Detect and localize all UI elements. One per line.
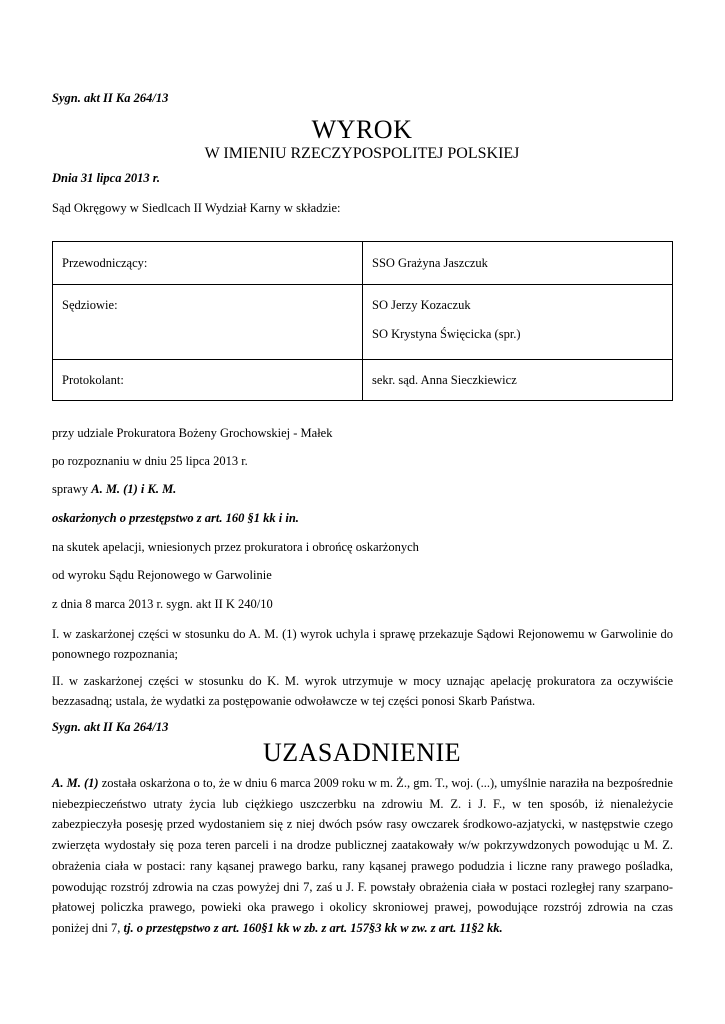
presiding-label: Przewodniczący: <box>53 242 363 285</box>
judge-1: SO Jerzy Kozaczuk <box>372 298 471 312</box>
hearing-line: po rozpoznaniu w dniu 25 lipca 2013 r. <box>52 454 248 468</box>
lower-court-line: od wyroku Sądu Rejonowego w Garwolinie <box>52 568 272 582</box>
legal-qualification: tj. o przestępstwo z art. 160§1 kk w zb. z art. 157§3 kk w zw. z art. 11§2 kk. <box>123 920 503 935</box>
presiding-row <box>53 242 673 285</box>
ruling-point-2: II. w zaskarżonej części w stosunku do K. M. wyrok utrzymuje w mocy uznając apelację prokuratora za oczywiście bezzasadną; ustala, że wydatki za postępowanie odwoławcze w tej części ponosi Skarb Państwa. <box>52 674 673 708</box>
clerk-value: sekr. sąd. Anna Sieczkiewicz <box>363 360 673 401</box>
charge-line: oskarżonych o przestępstwo z art. 160 §1 kk i in. <box>52 511 299 525</box>
judgment-date: Dnia 31 lipca 2013 r. <box>52 171 160 185</box>
judgment-title: WYROK <box>311 115 413 144</box>
appeal-line: na skutek apelacji, wniesionych przez prokuratora i obrońcę oskarżonych <box>52 540 419 554</box>
ruling-point-1: I. w zaskarżonej części w stosunku do A. M. (1) wyrok uchyla i sprawę przekazuje Sądowi Rejonowemu w Garwolinie do ponownego rozpoznania; <box>52 627 673 661</box>
prosecutor-line: przy udziale Prokuratora Bożeny Grochowskiej - Małek <box>52 426 333 440</box>
clerk-row <box>53 360 673 401</box>
case-parties: A. M. (1) i K. M. <box>91 482 177 496</box>
charge-description: została oskarżona o to, że w dniu 6 marca 2009 roku w m. Ż., gm. T., woj. (...), umyślnie naraziła na bezpośrednie niebezpieczeństwo utraty życia lub ciężkiego uszczerbku na zdrowiu M. Z. i J. F., w ten sposób, iż nienależycie zabezpieczyła posesję przed wydostaniem się z niej dwóch psów rasy owczarek środkowo-azjatycki, w następstwie czego zwierzęta wydostały się poza teren parceli i na drodze publicznej zaatakowały w/w pokrzywdzonych powodując u M. Z. obrażenia ciała w postaci: rany kąsanej prawego barku, rany kąsanej prawego podudzia i liczne rany prawego pośladka, powodując rozstrój zdrowia na czas powyżej dni 7, zaś u J. F. powstały obrażenia ciała w postaci rozległej rany szarpano-płatowej policzka prawego, powieki oka prawego i okolicy skroniowej prawej, powodujące rozstrój zdrowia na czas poniżej dni 7, <box>52 776 673 935</box>
clerk-label: Protokolant: <box>53 360 363 401</box>
case-line <box>52 482 672 497</box>
presiding-value: SSO Grażyna Jaszczuk <box>363 242 673 285</box>
justification-title: UZASADNIENIE <box>262 738 462 767</box>
judges-label: Sędziowie: <box>53 285 363 360</box>
judges-row <box>53 285 673 360</box>
judges-values <box>363 285 673 360</box>
lower-court-date-line: z dnia 8 marca 2013 r. sygn. akt II K 240/10 <box>52 597 273 611</box>
judgment-subtitle: W IMIENIU RZECZYPOSPOLITEJ POLSKIEJ <box>204 145 520 162</box>
case-prefix: sprawy <box>52 482 92 496</box>
judge-2: SO Krystyna Święcicka (spr.) <box>372 327 521 341</box>
case-signature-justification: Sygn. akt II Ka 264/13 <box>52 720 169 734</box>
court-composition-table <box>52 241 673 401</box>
justification-body <box>52 773 673 939</box>
case-signature-top: Sygn. akt II Ka 264/13 <box>52 91 169 105</box>
defendant-name: A. M. (1) <box>52 776 99 790</box>
court-composition-intro: Sąd Okręgowy w Siedlcach II Wydział Karny w składzie: <box>52 201 341 215</box>
